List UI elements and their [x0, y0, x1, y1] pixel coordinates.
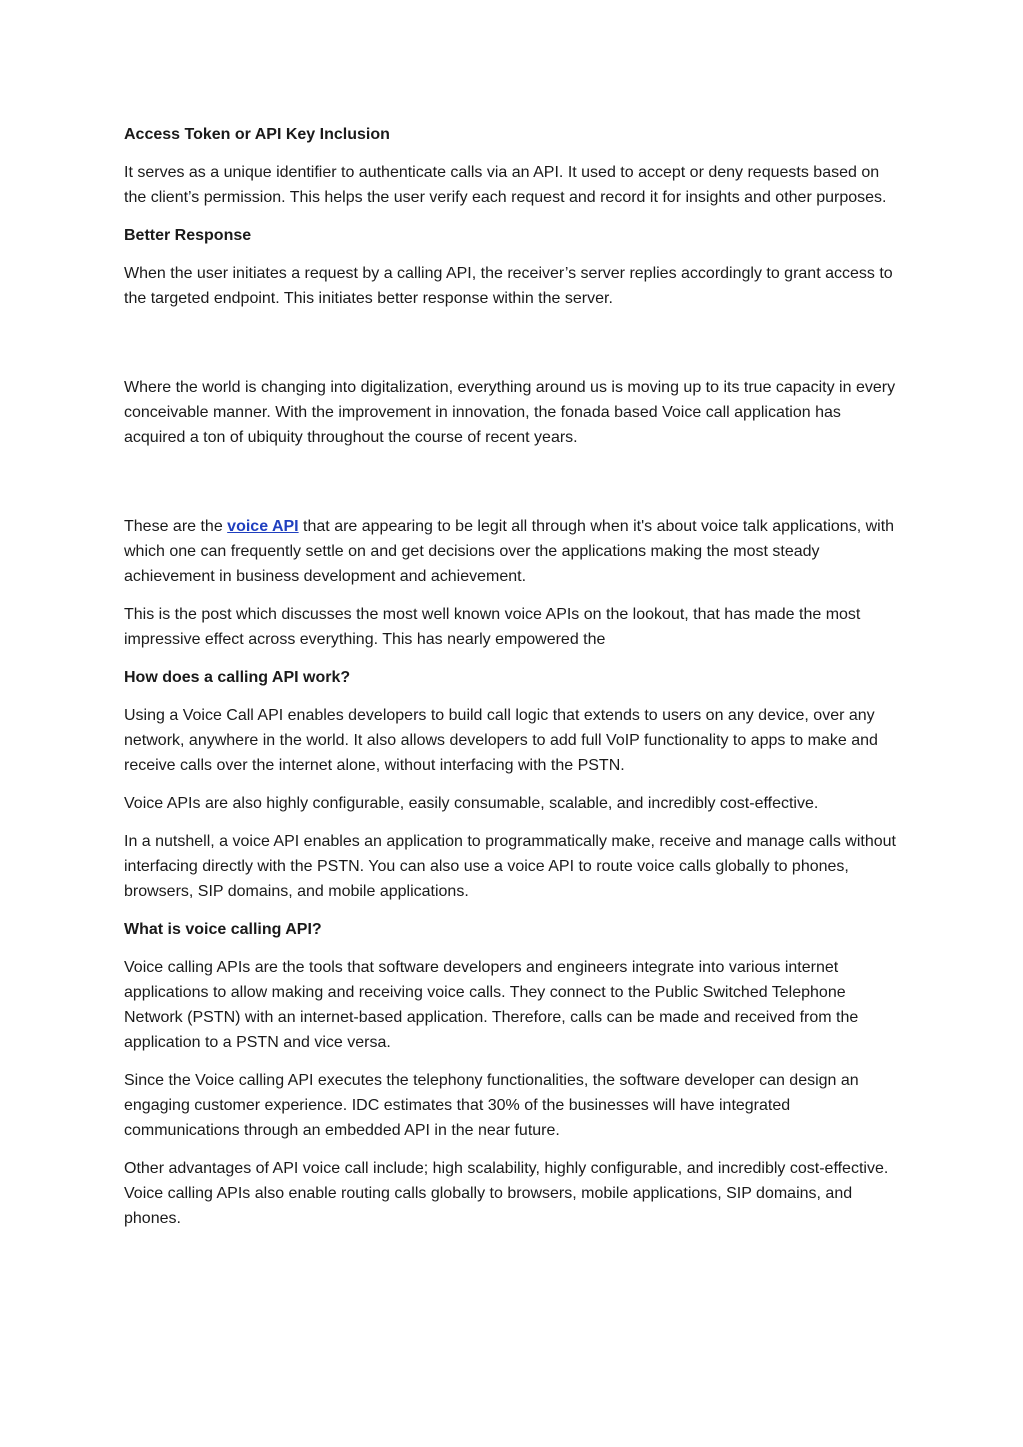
voice-api-link[interactable]: voice API: [227, 518, 299, 535]
section-heading-access-token: Access Token or API Key Inclusion: [124, 126, 390, 143]
section-heading-better-response: Better Response: [124, 227, 252, 244]
paragraph-access-token: It serves as a unique identifier to authenticate calls via an API. It used to accept or deny requests based on the client’s permission. This helps the user verify each request and record it for insights and other purposes.: [124, 164, 887, 206]
paragraph-other-advantages: Other advantages of API voice call include; high scalability, highly configurable, and incredibly cost-effective. Voice calling APIs also enable routing calls globally to browsers, mobile applications, SIP domains, and phones.: [124, 1160, 889, 1227]
blank-gap: [124, 324, 904, 375]
paragraph-nutshell: In a nutshell, a voice API enables an application to programmatically make, receive and manage calls without interfacing directly with the PSTN. You can also use a voice API to route voice calls globally to phones, browsers, SIP domains, and mobile applications.: [124, 833, 896, 900]
paragraph-better-response: When the user initiates a request by a calling API, the receiver’s server replies accordingly to grant access to the targeted endpoint. This initiates better response within the server.: [124, 265, 893, 307]
document-page: [124, 122, 904, 1244]
paragraph-digitalization: Where the world is changing into digitalization, everything around us is moving up to its true capacity in every conceivable manner. With the improvement in innovation, the fonada based Voice call application has acquired a ton of ubiquity throughout the course of recent years.: [124, 379, 896, 446]
paragraph-voice-api: [124, 514, 904, 589]
paragraph-text: that are appearing to be legit all through when it's about voice talk applications, with which one can frequently settle on and get decisions over the applications making the most steady achievement in business development and achievement.: [124, 518, 895, 585]
section-heading-what-is-voice-calling-api: What is voice calling API?: [124, 921, 322, 938]
blank-gap: [124, 463, 904, 514]
section-heading-how-calling-api-works: How does a calling API work?: [124, 669, 351, 686]
paragraph-well-known-apis: This is the post which discusses the most well known voice APIs on the lookout, that has made the most impressive effect across everything. This has nearly empowered the: [124, 606, 861, 648]
paragraph-voice-calling-apis-tools: Voice calling APIs are the tools that software developers and engineers integrate into various internet applications to allow making and receiving voice calls. They connect to the Public Switched Telephone Network (PSTN) with an internet-based application. Therefore, calls can be made and received from the application to a PSTN and vice versa.: [124, 959, 859, 1051]
paragraph-using-voice-call-api: Using a Voice Call API enables developers to build call logic that extends to users on any device, over any network, anywhere in the world. It also allows developers to add full VoIP functionality to apps to make and receive calls over the internet alone, without interfacing with the PSTN.: [124, 707, 878, 774]
paragraph-telephony-functionalities: Since the Voice calling API executes the telephony functionalities, the software developer can design an engaging customer experience. IDC estimates that 30% of the businesses will have integrated communications through an embedded API in the near future.: [124, 1072, 859, 1139]
paragraph-configurable: Voice APIs are also highly configurable, easily consumable, scalable, and incredibly cost-effective.: [124, 795, 819, 812]
paragraph-text: These are the: [124, 518, 228, 535]
